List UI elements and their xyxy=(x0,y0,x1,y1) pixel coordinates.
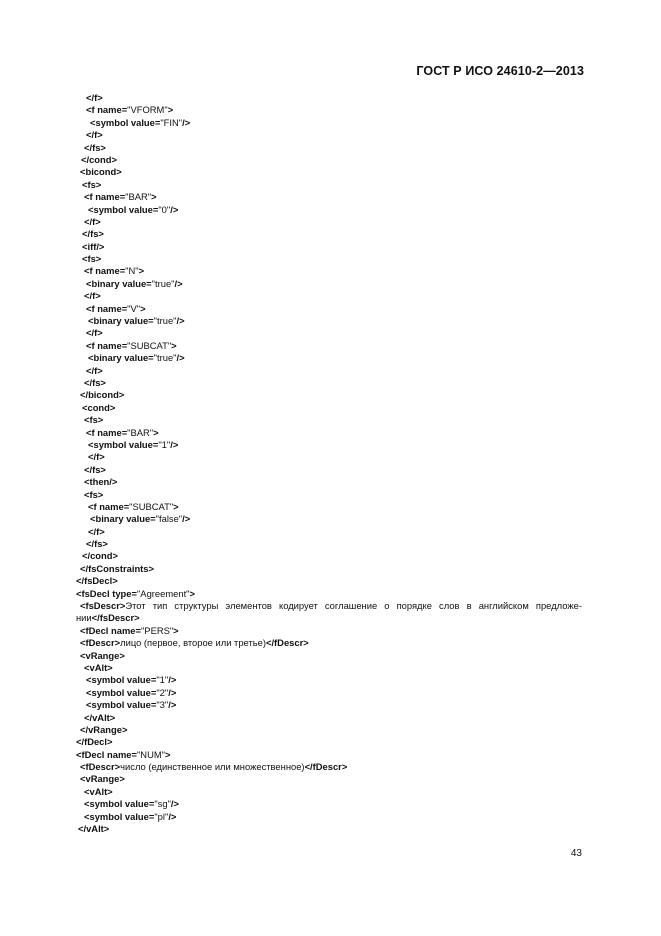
xml-code-listing xyxy=(0,92,661,835)
xml-tag-text: </fs> xyxy=(84,376,106,388)
xml-tag-text: <vRange> xyxy=(80,649,125,661)
code-line xyxy=(86,278,661,290)
xml-tag-text: > xyxy=(165,748,171,760)
code-line xyxy=(80,389,661,401)
xml-tag-text: <f name= xyxy=(84,265,126,277)
word: соглашение xyxy=(324,600,378,612)
code-line xyxy=(76,588,661,600)
xml-value-text: "V" xyxy=(127,302,141,314)
xml-tag-text: /> xyxy=(182,513,191,525)
code-line xyxy=(80,166,661,178)
code-line xyxy=(86,538,661,550)
xml-tag-text: <f name= xyxy=(86,426,128,438)
code-line xyxy=(76,575,661,587)
xml-tag-text: </fsDecl> xyxy=(76,575,118,587)
xml-tag-text: <bicond> xyxy=(80,166,122,178)
xml-value-text: "true" xyxy=(153,352,177,364)
code-line xyxy=(80,650,661,662)
xml-tag-text: <vRange> xyxy=(80,773,125,785)
xml-tag-text: > xyxy=(189,587,195,599)
code-line xyxy=(81,154,661,166)
code-line xyxy=(82,550,661,562)
xml-value-text: "PERS" xyxy=(140,624,174,636)
code-line xyxy=(82,402,661,414)
xml-value-text: "0" xyxy=(158,203,171,215)
code-line xyxy=(86,104,661,116)
code-line xyxy=(86,340,661,352)
code-line xyxy=(84,712,661,724)
xml-tag-text: </fDecl> xyxy=(76,736,113,748)
xml-value-text: "BAR" xyxy=(125,191,152,203)
word: английском xyxy=(478,600,529,612)
code-line xyxy=(86,687,661,699)
code-line xyxy=(82,241,661,253)
xml-tag-text: /> xyxy=(170,438,179,450)
xml-tag-text: <fDecl name= xyxy=(76,748,137,760)
code-line xyxy=(88,501,661,513)
xml-tag-text: > xyxy=(171,339,177,351)
xml-tag-text: <binary value= xyxy=(88,352,154,364)
xml-value-text: "BAR" xyxy=(127,426,154,438)
xml-value-text: "SUBCAT" xyxy=(129,500,174,512)
xml-tag-text: <fDescr> xyxy=(80,637,121,649)
xml-tag-text: </f> xyxy=(86,92,103,103)
xml-value-text: "NUM" xyxy=(136,748,165,760)
xml-value-text: лицо (первое, второе или третье) xyxy=(120,637,266,649)
xml-value-text: "false" xyxy=(155,513,183,525)
xml-tag-text: /> xyxy=(176,352,185,364)
xml-tag-text: /> xyxy=(168,810,177,822)
xml-value-text: "pl" xyxy=(154,810,169,822)
code-line xyxy=(84,142,661,154)
code-line xyxy=(86,427,661,439)
code-line xyxy=(78,823,661,835)
xml-tag-text: </bicond> xyxy=(80,389,125,401)
code-line xyxy=(82,179,661,191)
xml-tag-text: <fDescr> xyxy=(80,761,121,773)
xml-tag-text: > xyxy=(138,265,145,277)
xml-value-text: "N" xyxy=(125,265,139,277)
code-line xyxy=(84,216,661,228)
xml-tag-text: </f> xyxy=(86,327,103,339)
xml-tag-text: > xyxy=(140,302,146,314)
xml-tag-text: </f> xyxy=(88,525,105,537)
xml-tag-text: </fs> xyxy=(82,228,104,240)
word: элементов xyxy=(225,600,272,612)
code-line xyxy=(80,563,661,575)
xml-value-text: "2" xyxy=(156,686,169,698)
word: о xyxy=(384,600,390,612)
xml-tag-text: <fs> xyxy=(84,414,104,426)
xml-tag-text: > xyxy=(173,500,179,512)
xml-tag-text: <cond> xyxy=(82,401,116,413)
code-line xyxy=(84,811,661,823)
xml-tag-text: </fs> xyxy=(84,141,106,153)
code-line xyxy=(80,637,661,649)
code-line xyxy=(88,526,661,538)
code-line xyxy=(84,290,661,302)
xml-value-text: "3" xyxy=(156,699,169,711)
xml-tag-text: <fs> xyxy=(82,253,102,265)
xml-tag-text: <fsDecl type= xyxy=(76,587,137,599)
xml-tag-text: <symbol value= xyxy=(88,438,159,450)
xml-tag-text: <binary value= xyxy=(88,315,154,327)
code-line xyxy=(84,414,661,426)
xml-tag-text: </f> xyxy=(84,215,101,227)
code-line xyxy=(84,786,661,798)
xml-tag-text: <symbol value= xyxy=(90,116,161,128)
xml-tag-text: <f name= xyxy=(84,191,126,203)
xml-tag-text: <symbol value= xyxy=(84,798,155,810)
code-line xyxy=(88,204,661,216)
xml-value-text: "1" xyxy=(158,438,171,450)
xml-tag-text: <fDecl name= xyxy=(80,624,141,636)
code-line xyxy=(80,773,661,785)
code-line xyxy=(82,253,661,265)
word: порядке xyxy=(396,600,432,612)
xml-tag-text: <f name= xyxy=(86,302,128,314)
code-line xyxy=(86,92,661,104)
xml-value-text: "VFORM" xyxy=(127,104,168,116)
xml-tag-text: </cond> xyxy=(82,550,118,562)
document-header: ГОСТ Р ИСО 24610-2—2013 xyxy=(416,64,584,78)
xml-value-text: "Agreement" xyxy=(136,587,190,599)
code-line xyxy=(88,352,661,364)
xml-tag-text: > xyxy=(151,191,157,203)
xml-tag-text: <vAlt> xyxy=(84,661,113,673)
xml-tag-text: <symbol value= xyxy=(86,699,157,711)
code-line xyxy=(84,798,661,810)
code-line xyxy=(84,464,661,476)
xml-tag-text: /> xyxy=(176,315,185,327)
code-line xyxy=(80,724,661,736)
page-number: 43 xyxy=(570,848,582,859)
word: в xyxy=(466,600,472,612)
code-line xyxy=(80,600,582,612)
xml-tag-text: <f name= xyxy=(86,104,128,116)
xml-value-text: "SUBCAT" xyxy=(127,339,172,351)
code-line xyxy=(88,439,661,451)
code-line xyxy=(76,749,661,761)
code-line xyxy=(84,489,661,501)
code-line xyxy=(86,327,661,339)
code-line xyxy=(80,761,661,773)
xml-tag-text: </f> xyxy=(88,451,105,463)
code-line xyxy=(88,315,661,327)
xml-tag-text: <symbol value= xyxy=(88,203,159,215)
xml-tag-text: </f> xyxy=(86,129,103,141)
xml-tag-text: </vRange> xyxy=(80,723,128,735)
word: структуры xyxy=(174,600,219,612)
xml-tag-text: /> xyxy=(174,277,183,289)
xml-tag-text: <binary value= xyxy=(86,277,152,289)
code-line xyxy=(86,674,661,686)
xml-value-text: "true" xyxy=(153,315,177,327)
code-line xyxy=(80,625,661,637)
code-line xyxy=(86,303,661,315)
xml-tag-text: /> xyxy=(168,699,177,711)
xml-tag-text: </fs> xyxy=(84,463,106,475)
code-line xyxy=(84,377,661,389)
xml-value-text: "1" xyxy=(156,674,169,686)
xml-tag-text: > xyxy=(153,426,159,438)
word: <fsDescr>Этот xyxy=(80,600,146,612)
xml-value-text: нии xyxy=(76,612,92,624)
code-line xyxy=(76,736,661,748)
xml-tag-text: <f name= xyxy=(88,500,130,512)
xml-tag-text: </fDescr> xyxy=(265,637,309,649)
xml-tag-text: <symbol value= xyxy=(84,810,155,822)
xml-tag-text: <iff/> xyxy=(82,240,105,252)
code-line xyxy=(90,117,661,129)
xml-tag-text: </fsDescr> xyxy=(91,612,140,624)
code-line xyxy=(84,476,661,488)
word: предложе- xyxy=(535,600,582,612)
code-line xyxy=(84,662,661,674)
xml-tag-text: <fs> xyxy=(84,488,104,500)
word: слов xyxy=(439,600,460,612)
xml-tag-text: /> xyxy=(168,686,177,698)
xml-tag-text: </vAlt> xyxy=(78,823,110,835)
xml-tag-text: </f> xyxy=(86,364,103,376)
xml-tag-text: /> xyxy=(182,116,191,128)
xml-tag-text: <f name= xyxy=(86,339,128,351)
code-line xyxy=(76,612,661,624)
xml-tag-text: </fDescr> xyxy=(304,761,348,773)
xml-tag-text: </fsConstraints> xyxy=(80,562,154,574)
code-line xyxy=(88,451,661,463)
word: тип xyxy=(152,600,168,612)
code-line xyxy=(86,365,661,377)
code-line xyxy=(82,228,661,240)
xml-tag-text: <symbol value= xyxy=(86,674,157,686)
code-line xyxy=(90,513,661,525)
xml-tag-text: /> xyxy=(170,203,179,215)
xml-value-text: число (единственное или множественное) xyxy=(120,761,305,773)
code-line xyxy=(86,129,661,141)
xml-value-text: "true" xyxy=(151,277,175,289)
xml-tag-text: <then/> xyxy=(84,476,118,488)
code-line xyxy=(84,191,661,203)
xml-tag-text: /> xyxy=(168,674,177,686)
xml-tag-text: </fs> xyxy=(86,538,108,550)
word: кодирует xyxy=(278,600,318,612)
code-line xyxy=(84,265,661,277)
xml-tag-text: </f> xyxy=(84,290,101,302)
xml-value-text: "sg" xyxy=(154,798,171,810)
xml-tag-text: /> xyxy=(170,798,180,810)
xml-tag-text: <fs> xyxy=(82,178,102,190)
xml-value-text: "FIN" xyxy=(160,116,183,128)
xml-tag-text: > xyxy=(167,104,174,116)
xml-tag-text: </cond> xyxy=(81,153,117,165)
xml-tag-text: <vAlt> xyxy=(84,785,113,797)
xml-tag-text: </vAlt> xyxy=(84,711,116,723)
xml-tag-text: <symbol value= xyxy=(86,686,157,698)
code-line xyxy=(86,699,661,711)
xml-tag-text: <binary value= xyxy=(90,513,156,525)
xml-tag-text: > xyxy=(173,624,179,636)
